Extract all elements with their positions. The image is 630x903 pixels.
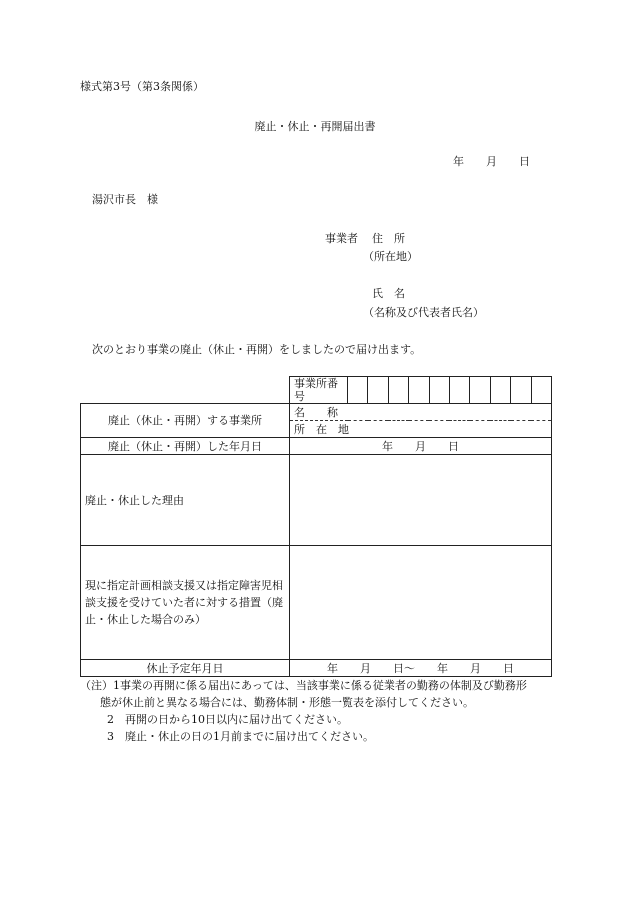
page-title: 廃止・休止・再開届出書 <box>254 120 376 133</box>
measures-label: 現に指定計画相談支援又は指定障害児相談支援を受けていた者に対する措置（廃止・休止した場合のみ） <box>81 546 290 660</box>
applicant-address-sub: （所在地） <box>363 250 418 263</box>
measures-field[interactable] <box>290 546 552 660</box>
office-label: 廃止（休止・再開）する事業所 <box>81 404 290 438</box>
note-1 <box>80 677 560 694</box>
note-1-line-b: 態が休止前と異なる場合には、勤務体制・形態一覧表を添付してください。 <box>100 696 474 709</box>
date-line: 年 月 日 <box>453 155 530 168</box>
office-location-label: 所 在 地 <box>294 422 349 436</box>
note-prefix: （注）1 <box>80 679 120 692</box>
office-number-digit-5[interactable] <box>429 377 449 404</box>
applicant-address-label: 住 所 <box>372 232 405 245</box>
notification-table <box>80 376 552 677</box>
planned-value[interactable]: 年 月 日～ 年 月 日 <box>290 660 552 677</box>
office-number-digit-7[interactable] <box>470 377 490 404</box>
applicant-name-sub: （名称及び代表者氏名） <box>363 306 484 319</box>
office-name-field[interactable] <box>290 404 552 421</box>
reason-row <box>81 455 552 546</box>
addressee: 湯沢市長 様 <box>92 193 158 206</box>
note-3: 3 廃止・休止の日の1月前までに届け出てください。 <box>107 730 374 743</box>
date-label: 廃止（休止・再開）した年月日 <box>81 438 290 455</box>
form-number: 様式第3号（第3条関係） <box>80 80 204 93</box>
office-number-digit-10[interactable] <box>531 377 551 404</box>
applicant-name-label: 氏 名 <box>372 287 405 300</box>
office-name-row <box>81 404 552 421</box>
office-name-label: 名 称 <box>294 405 338 419</box>
office-number-digit-9[interactable] <box>511 377 531 404</box>
date-value[interactable]: 年 月 日 <box>290 438 552 455</box>
measures-row <box>81 546 552 660</box>
office-location-field[interactable] <box>290 421 552 438</box>
office-number-digit-1[interactable] <box>348 377 368 404</box>
office-number-digit-3[interactable] <box>388 377 408 404</box>
office-number-row <box>81 377 552 404</box>
reason-field[interactable] <box>290 455 552 546</box>
note-1-line-a: 事業の再開に係る届出にあっては、当該事業に係る従業者の勤務の体制及び勤務形 <box>120 679 527 692</box>
note-2: 2 再開の日から10日以内に届け出てください。 <box>107 713 348 726</box>
planned-label: 休止予定年月日 <box>81 660 290 677</box>
date-row <box>81 438 552 455</box>
office-number-label: 事業所番号 <box>290 377 348 404</box>
planned-row <box>81 660 552 677</box>
applicant-label: 事業者 <box>325 232 358 245</box>
office-number-digit-2[interactable] <box>368 377 388 404</box>
office-number-digit-8[interactable] <box>490 377 510 404</box>
intro-text: 次のとおり事業の廃止（休止・再開）をしましたので届け出ます。 <box>92 343 422 356</box>
office-number-digit-6[interactable] <box>449 377 469 404</box>
notes <box>80 677 560 745</box>
reason-label: 廃止・休止した理由 <box>81 455 290 546</box>
office-number-digit-4[interactable] <box>409 377 429 404</box>
blank-cell <box>81 377 290 404</box>
